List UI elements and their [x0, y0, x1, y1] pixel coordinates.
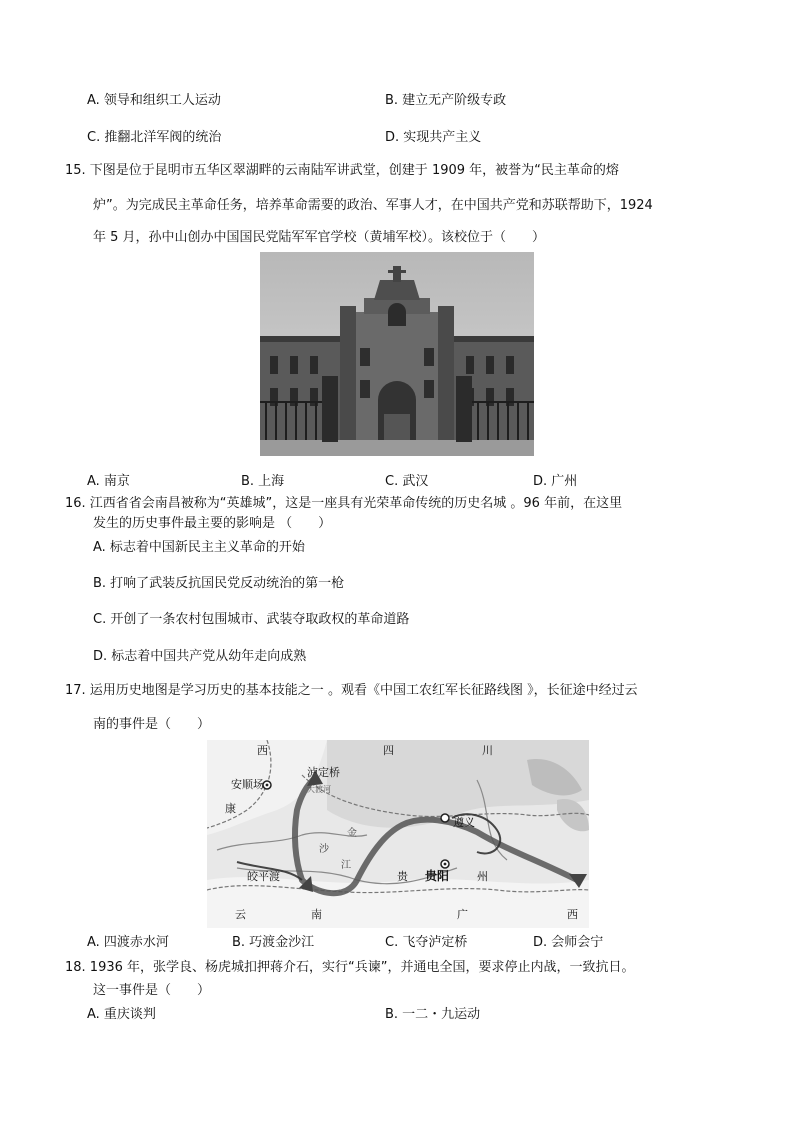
option-a: A. 领导和组织工人运动	[87, 93, 221, 108]
option-c: C. 飞夺泸定桥	[385, 935, 468, 950]
option-d: D. 标志着中国共产党从幼年走向成熟	[93, 649, 307, 664]
map-label: 江	[341, 860, 351, 871]
map-label: 大渡河	[307, 785, 331, 794]
option-a: A. 重庆谈判	[87, 1007, 156, 1022]
map-label: 泸定桥	[307, 766, 340, 779]
option-b: B. 建立无产阶级专政	[385, 93, 507, 108]
map-label: 西	[257, 744, 268, 757]
map-label: 皎平渡	[247, 870, 280, 883]
option-b: B. 上海	[241, 474, 285, 489]
question-15-line-1: 15. 下图是位于昆明市五华区翠湖畔的云南陆军讲武堂，创建于 1909 年，被誉为“民主革命的熔	[65, 163, 619, 178]
option-c: C. 开创了一条农村包围城市、武装夺取政权的革命道路	[93, 612, 410, 627]
option-d: D. 会师会宁	[533, 935, 604, 950]
option-c: C. 推翻北洋军阀的统治	[87, 130, 222, 145]
option-b: B. 打响了武装反抗国民党反动统治的第一枪	[93, 576, 345, 591]
option-c: C. 武汉	[385, 474, 429, 489]
question-16-line-1: 16. 江西省省会南昌被称为“英雄城”，这是一座具有光荣革命传统的历史名城 。96 年前，在这里	[65, 496, 623, 511]
map-label: 广	[457, 908, 468, 921]
option-a: A. 标志着中国新民主主义革命的开始	[93, 540, 305, 555]
option-b: B. 一二・九运动	[385, 1007, 481, 1022]
map-label: 川	[482, 744, 493, 757]
question-15-line-2: 炉”。为完成民主革命任务，培养革命需要的政治、军事人才，在中国共产党和苏联帮助下，1924	[93, 198, 653, 213]
map-label: 贵	[397, 870, 408, 883]
map-label: 贵阳	[425, 869, 450, 883]
map-label: 南	[311, 908, 322, 921]
option-a: A. 南京	[87, 474, 130, 489]
question-17-line-2: 南的事件是（ ）	[93, 717, 211, 732]
question-18-line-2: 这一事件是（ ）	[93, 983, 211, 998]
map-label: 沙	[319, 844, 329, 855]
long-march-map	[207, 740, 589, 928]
question-15-line-3: 年 5 月，孙中山创办中国国民党陆军军官学校（黄埔军校）。该校位于（ ）	[93, 230, 546, 245]
map-label: 康	[225, 802, 236, 815]
map-label: 州	[477, 870, 488, 883]
question-16-line-2: 发生的历史事件最主要的影响是 （ ）	[93, 516, 332, 531]
question-17-line-1: 17. 运用历史地图是学习历史的基本技能之一 。观看《中国工农红军长征路线图 》，长征途中经过云	[65, 683, 638, 698]
option-a: A. 四渡赤水河	[87, 935, 169, 950]
lecture-hall-photo	[260, 252, 534, 456]
map-label: 安顺场	[231, 778, 264, 791]
option-d: D. 广州	[533, 474, 578, 489]
option-b: B. 巧渡金沙江	[232, 935, 315, 950]
map-label: 四	[383, 744, 394, 757]
map-label: 云	[235, 908, 246, 921]
map-label: 西	[567, 908, 578, 921]
map-label: 遵义	[453, 816, 475, 829]
option-d: D. 实现共产主义	[385, 130, 482, 145]
question-18-line-1: 18. 1936 年，张学良、杨虎城扣押蒋介石，实行“兵谏”，并通电全国，要求停止内战，一致抗日。	[65, 960, 635, 975]
map-label: 金	[347, 828, 357, 839]
